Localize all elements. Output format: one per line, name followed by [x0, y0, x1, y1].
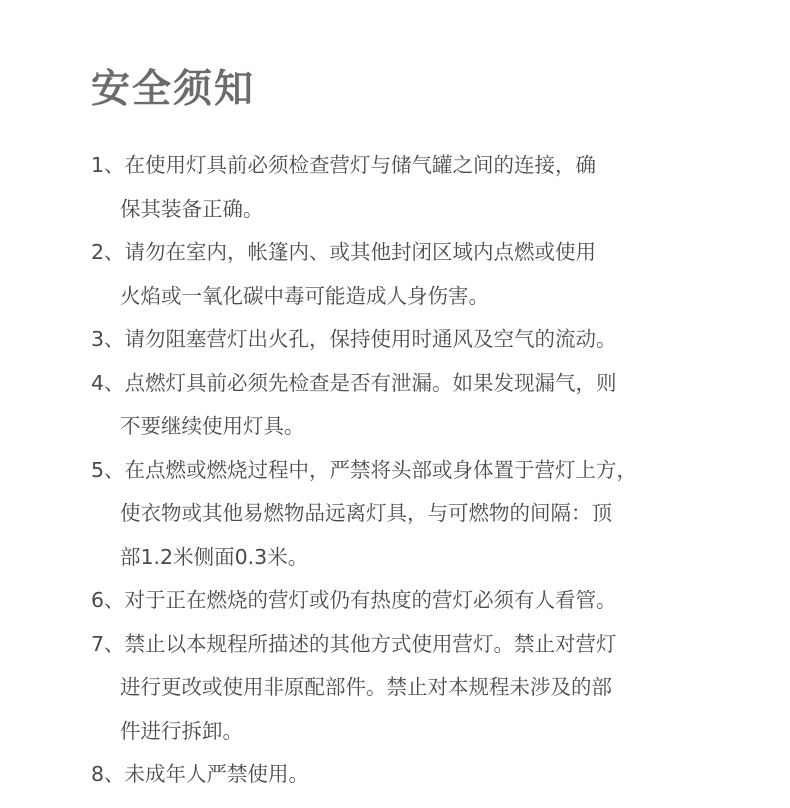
rule-item-6	[91, 579, 731, 623]
rule-item-5	[91, 449, 731, 580]
rule-item-8	[91, 753, 731, 797]
rule-line: 6、对于正在燃烧的营灯或仍有热度的营灯必须有人看管。	[91, 588, 617, 612]
page-title: 安全须知	[91, 67, 256, 112]
rule-line: 4、点燃灯具前必须先检查是否有泄漏。如果发现漏气，则	[91, 370, 617, 395]
rule-line: 7、禁止以本规程所描述的其他方式使用营灯。禁止对营灯	[91, 631, 617, 656]
rule-line-continuation: 不要继续使用灯具。	[120, 414, 305, 438]
rule-line: 2、请勿在室内，帐篷内、或其他封闭区域内点燃或使用	[91, 240, 597, 264]
rule-line: 8、未成年人严禁使用。	[91, 762, 310, 786]
rule-line: 1、在使用灯具前必须检查营灯与储气罐之间的连接，确	[91, 153, 597, 177]
rule-line-continuation: 部1.2米侧面0.3米。	[120, 544, 309, 569]
rule-item-1	[91, 144, 731, 231]
rule-line: 5、在点燃或燃烧过程中，严禁将头部或身体置于营灯上方，	[91, 457, 638, 482]
rule-item-3	[91, 318, 731, 362]
rule-line-continuation: 件进行拆卸。	[120, 718, 243, 743]
rule-item-7	[91, 623, 731, 754]
safety-rules-list	[91, 144, 731, 797]
rule-line-continuation: 火焰或一氧化碳中毒可能造成人身伤害。	[120, 283, 489, 308]
rule-line-continuation: 使衣物或其他易燃物品远离灯具，与可燃物的间隔：顶	[120, 501, 612, 525]
rule-item-4	[91, 362, 731, 449]
rule-line-continuation: 保其装备正确。	[120, 196, 264, 221]
rule-item-2	[91, 231, 731, 318]
rule-line: 3、请勿阻塞营灯出火孔，保持使用时通风及空气的流动。	[91, 327, 617, 351]
rule-line-continuation: 进行更改或使用非原配部件。禁止对本规程未涉及的部	[120, 675, 612, 699]
